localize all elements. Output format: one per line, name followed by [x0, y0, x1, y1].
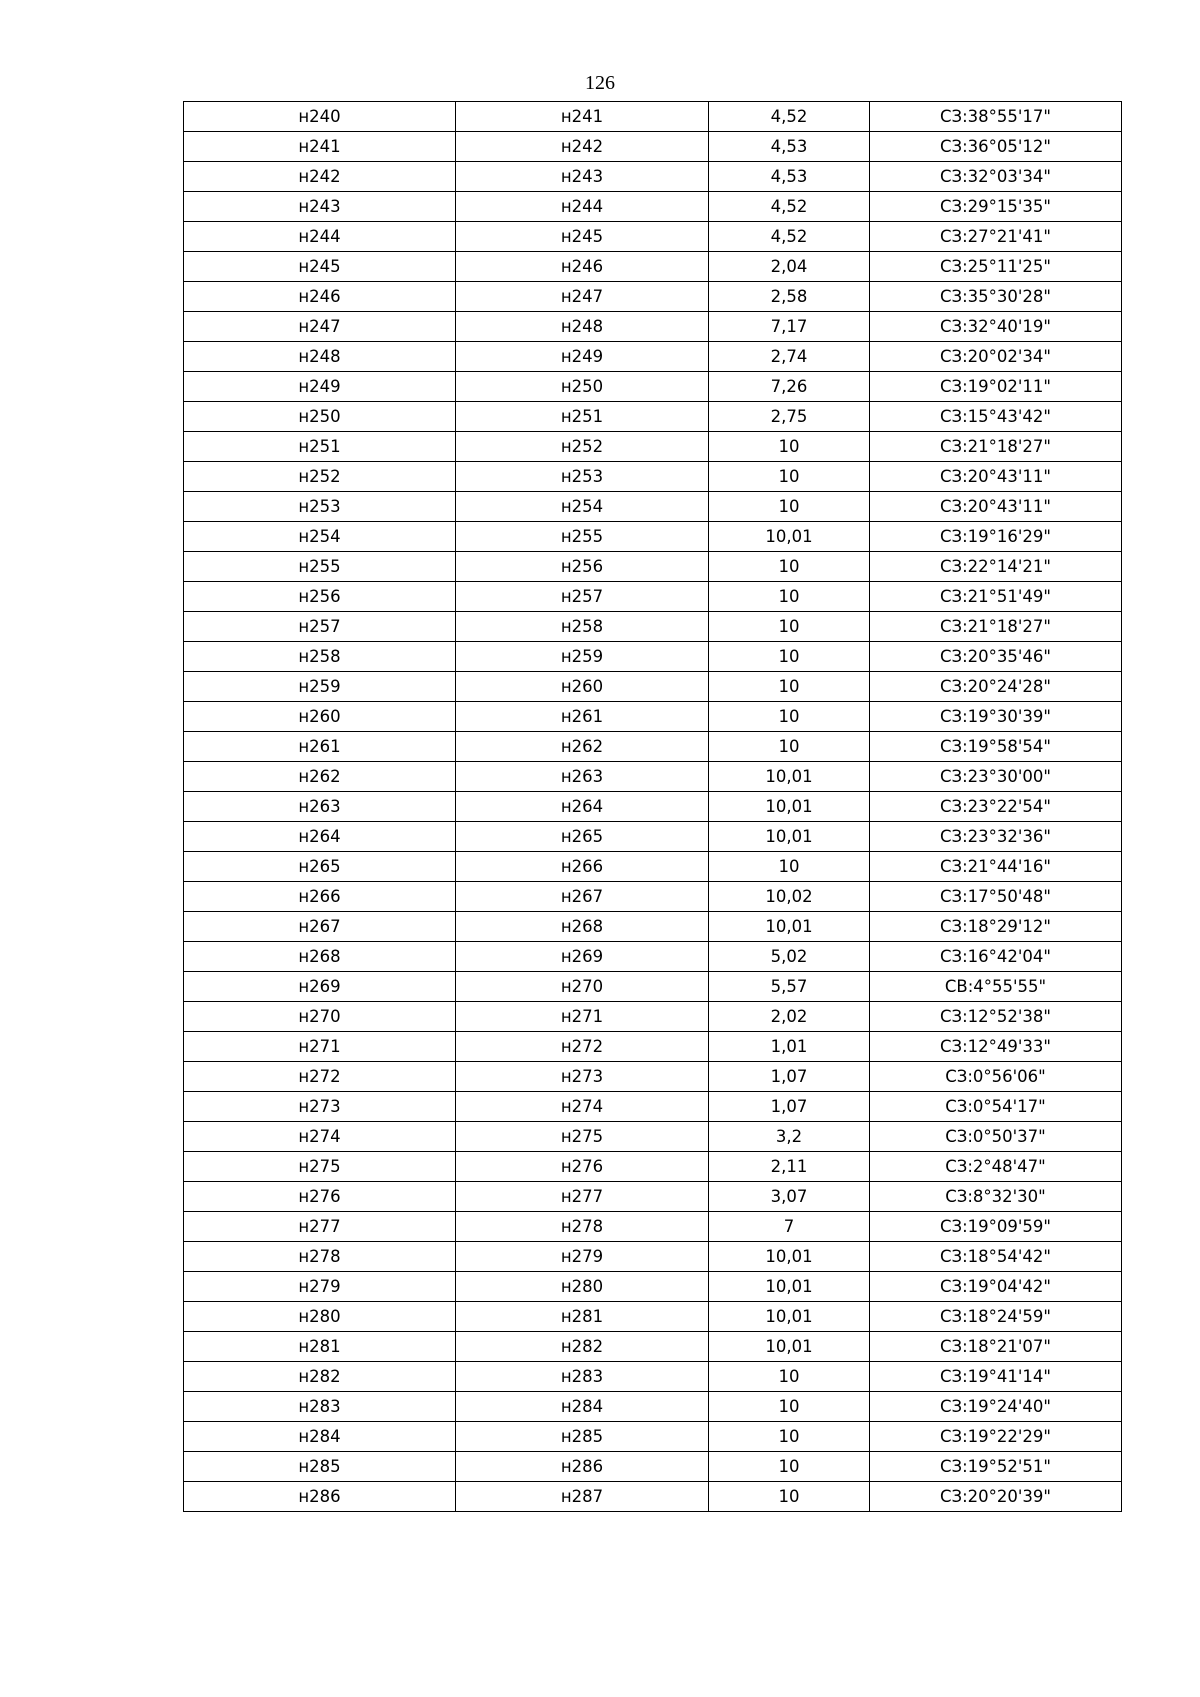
end-point-cell: н245: [456, 222, 709, 252]
start-point-cell: н254: [184, 522, 456, 552]
distance-cell: 7: [709, 1212, 870, 1242]
table-row: [184, 462, 1122, 492]
distance-cell: 10,01: [709, 912, 870, 942]
table-row: [184, 672, 1122, 702]
table-row: [184, 972, 1122, 1002]
start-point-cell: н278: [184, 1242, 456, 1272]
distance-cell: 4,52: [709, 192, 870, 222]
bearing-cell: СЗ:2°48'47": [870, 1152, 1122, 1182]
table-row: [184, 492, 1122, 522]
bearing-cell: СЗ:19°16'29": [870, 522, 1122, 552]
distance-cell: 5,57: [709, 972, 870, 1002]
end-point-cell: н281: [456, 1302, 709, 1332]
table-row: [184, 642, 1122, 672]
page-number: 126: [585, 72, 615, 94]
bearing-cell: СЗ:21°44'16": [870, 852, 1122, 882]
start-point-cell: н272: [184, 1062, 456, 1092]
start-point-cell: н280: [184, 1302, 456, 1332]
bearing-cell: СЗ:22°14'21": [870, 552, 1122, 582]
bearing-cell: СЗ:0°50'37": [870, 1122, 1122, 1152]
distance-cell: 10: [709, 672, 870, 702]
distance-cell: 10: [709, 612, 870, 642]
bearing-cell: СЗ:19°41'14": [870, 1362, 1122, 1392]
start-point-cell: н261: [184, 732, 456, 762]
bearing-cell: СЗ:23°22'54": [870, 792, 1122, 822]
bearing-cell: СЗ:20°02'34": [870, 342, 1122, 372]
table-row: [184, 372, 1122, 402]
table-row: [184, 1062, 1122, 1092]
bearing-cell: СЗ:18°24'59": [870, 1302, 1122, 1332]
distance-cell: 1,01: [709, 1032, 870, 1062]
table-row: [184, 192, 1122, 222]
distance-cell: 10: [709, 432, 870, 462]
start-point-cell: н246: [184, 282, 456, 312]
start-point-cell: н279: [184, 1272, 456, 1302]
start-point-cell: н262: [184, 762, 456, 792]
end-point-cell: н243: [456, 162, 709, 192]
table-body: [184, 102, 1122, 1512]
table-row: [184, 1362, 1122, 1392]
table-row: [184, 1182, 1122, 1212]
bearing-cell: СЗ:16°42'04": [870, 942, 1122, 972]
bearing-cell: СЗ:12°52'38": [870, 1002, 1122, 1032]
table-row: [184, 1122, 1122, 1152]
end-point-cell: н274: [456, 1092, 709, 1122]
start-point-cell: н258: [184, 642, 456, 672]
end-point-cell: н260: [456, 672, 709, 702]
table-row: [184, 792, 1122, 822]
bearing-cell: СЗ:19°04'42": [870, 1272, 1122, 1302]
distance-cell: 2,75: [709, 402, 870, 432]
start-point-cell: н267: [184, 912, 456, 942]
distance-cell: 10,01: [709, 522, 870, 552]
bearing-cell: СЗ:20°43'11": [870, 462, 1122, 492]
distance-cell: 2,58: [709, 282, 870, 312]
table-row: [184, 282, 1122, 312]
table-row: [184, 1332, 1122, 1362]
table-row: [184, 402, 1122, 432]
table-row: [184, 1272, 1122, 1302]
table-row: [184, 822, 1122, 852]
table-row: [184, 132, 1122, 162]
end-point-cell: н265: [456, 822, 709, 852]
end-point-cell: н257: [456, 582, 709, 612]
distance-cell: 10: [709, 552, 870, 582]
bearing-cell: СЗ:17°50'48": [870, 882, 1122, 912]
end-point-cell: н279: [456, 1242, 709, 1272]
end-point-cell: н262: [456, 732, 709, 762]
start-point-cell: н255: [184, 552, 456, 582]
start-point-cell: н266: [184, 882, 456, 912]
distance-cell: 10: [709, 582, 870, 612]
bearing-cell: СЗ:19°52'51": [870, 1452, 1122, 1482]
start-point-cell: н286: [184, 1482, 456, 1512]
end-point-cell: н255: [456, 522, 709, 552]
distance-cell: 10,01: [709, 1302, 870, 1332]
bearing-cell: СЗ:29°15'35": [870, 192, 1122, 222]
start-point-cell: н276: [184, 1182, 456, 1212]
bearing-cell: СЗ:21°18'27": [870, 612, 1122, 642]
distance-cell: 5,02: [709, 942, 870, 972]
table-row: [184, 942, 1122, 972]
table-row: [184, 1092, 1122, 1122]
distance-cell: 10: [709, 492, 870, 522]
distance-cell: 10: [709, 462, 870, 492]
distance-cell: 10: [709, 1392, 870, 1422]
end-point-cell: н261: [456, 702, 709, 732]
table-row: [184, 1302, 1122, 1332]
end-point-cell: н244: [456, 192, 709, 222]
start-point-cell: н268: [184, 942, 456, 972]
bearing-cell: СЗ:12°49'33": [870, 1032, 1122, 1062]
table-row: [184, 1392, 1122, 1422]
bearing-cell: СЗ:19°24'40": [870, 1392, 1122, 1422]
distance-cell: 4,53: [709, 162, 870, 192]
start-point-cell: н252: [184, 462, 456, 492]
end-point-cell: н250: [456, 372, 709, 402]
table-row: [184, 1422, 1122, 1452]
end-point-cell: н246: [456, 252, 709, 282]
bearing-cell: СЗ:19°30'39": [870, 702, 1122, 732]
bearing-cell: СЗ:27°21'41": [870, 222, 1122, 252]
distance-cell: 10: [709, 1362, 870, 1392]
bearing-cell: СЗ:18°54'42": [870, 1242, 1122, 1272]
end-point-cell: н270: [456, 972, 709, 1002]
distance-cell: 3,07: [709, 1182, 870, 1212]
bearing-cell: СВ:4°55'55": [870, 972, 1122, 1002]
end-point-cell: н269: [456, 942, 709, 972]
start-point-cell: н264: [184, 822, 456, 852]
distance-cell: 10: [709, 702, 870, 732]
bearing-cell: СЗ:23°32'36": [870, 822, 1122, 852]
table-row: [184, 342, 1122, 372]
distance-cell: 4,52: [709, 102, 870, 132]
end-point-cell: н252: [456, 432, 709, 462]
table-row: [184, 882, 1122, 912]
start-point-cell: н248: [184, 342, 456, 372]
table-row: [184, 1212, 1122, 1242]
distance-cell: 10,01: [709, 1332, 870, 1362]
start-point-cell: н263: [184, 792, 456, 822]
bearing-cell: СЗ:38°55'17": [870, 102, 1122, 132]
distance-cell: 10: [709, 852, 870, 882]
start-point-cell: н274: [184, 1122, 456, 1152]
bearing-cell: СЗ:18°21'07": [870, 1332, 1122, 1362]
start-point-cell: н285: [184, 1452, 456, 1482]
distance-cell: 2,04: [709, 252, 870, 282]
bearing-cell: СЗ:0°56'06": [870, 1062, 1122, 1092]
start-point-cell: н259: [184, 672, 456, 702]
bearing-cell: СЗ:35°30'28": [870, 282, 1122, 312]
end-point-cell: н282: [456, 1332, 709, 1362]
bearing-cell: СЗ:19°09'59": [870, 1212, 1122, 1242]
end-point-cell: н251: [456, 402, 709, 432]
start-point-cell: н250: [184, 402, 456, 432]
start-point-cell: н243: [184, 192, 456, 222]
distance-cell: 10: [709, 1422, 870, 1452]
bearing-cell: СЗ:19°22'29": [870, 1422, 1122, 1452]
end-point-cell: н256: [456, 552, 709, 582]
distance-cell: 10: [709, 732, 870, 762]
distance-cell: 10: [709, 1452, 870, 1482]
bearing-cell: СЗ:20°20'39": [870, 1482, 1122, 1512]
start-point-cell: н241: [184, 132, 456, 162]
table-row: [184, 612, 1122, 642]
distance-cell: 1,07: [709, 1092, 870, 1122]
start-point-cell: н256: [184, 582, 456, 612]
distance-cell: 10,01: [709, 1272, 870, 1302]
table-row: [184, 732, 1122, 762]
end-point-cell: н271: [456, 1002, 709, 1032]
end-point-cell: н253: [456, 462, 709, 492]
table-row: [184, 312, 1122, 342]
distance-cell: 1,07: [709, 1062, 870, 1092]
end-point-cell: н254: [456, 492, 709, 522]
end-point-cell: н241: [456, 102, 709, 132]
start-point-cell: н284: [184, 1422, 456, 1452]
end-point-cell: н275: [456, 1122, 709, 1152]
start-point-cell: н242: [184, 162, 456, 192]
bearing-cell: СЗ:19°58'54": [870, 732, 1122, 762]
bearing-cell: СЗ:21°51'49": [870, 582, 1122, 612]
bearing-cell: СЗ:8°32'30": [870, 1182, 1122, 1212]
end-point-cell: н276: [456, 1152, 709, 1182]
start-point-cell: н245: [184, 252, 456, 282]
distance-cell: 4,53: [709, 132, 870, 162]
end-point-cell: н285: [456, 1422, 709, 1452]
start-point-cell: н269: [184, 972, 456, 1002]
bearing-cell: СЗ:0°54'17": [870, 1092, 1122, 1122]
end-point-cell: н249: [456, 342, 709, 372]
start-point-cell: н273: [184, 1092, 456, 1122]
table-row: [184, 252, 1122, 282]
end-point-cell: н267: [456, 882, 709, 912]
boundary-segments-table: [183, 101, 1122, 1512]
start-point-cell: н277: [184, 1212, 456, 1242]
start-point-cell: н281: [184, 1332, 456, 1362]
bearing-cell: СЗ:18°29'12": [870, 912, 1122, 942]
end-point-cell: н284: [456, 1392, 709, 1422]
start-point-cell: н251: [184, 432, 456, 462]
distance-cell: 10,01: [709, 792, 870, 822]
table-row: [184, 762, 1122, 792]
end-point-cell: н287: [456, 1482, 709, 1512]
start-point-cell: н271: [184, 1032, 456, 1062]
end-point-cell: н280: [456, 1272, 709, 1302]
end-point-cell: н283: [456, 1362, 709, 1392]
end-point-cell: н263: [456, 762, 709, 792]
bearing-cell: СЗ:21°18'27": [870, 432, 1122, 462]
table-row: [184, 432, 1122, 462]
end-point-cell: н247: [456, 282, 709, 312]
distance-cell: 3,2: [709, 1122, 870, 1152]
distance-cell: 2,11: [709, 1152, 870, 1182]
start-point-cell: н240: [184, 102, 456, 132]
distance-cell: 10: [709, 642, 870, 672]
end-point-cell: н286: [456, 1452, 709, 1482]
table-row: [184, 162, 1122, 192]
table-row: [184, 1002, 1122, 1032]
end-point-cell: н272: [456, 1032, 709, 1062]
distance-cell: 10,02: [709, 882, 870, 912]
bearing-cell: СЗ:32°03'34": [870, 162, 1122, 192]
table-row: [184, 1242, 1122, 1272]
table-row: [184, 582, 1122, 612]
end-point-cell: н277: [456, 1182, 709, 1212]
table-row: [184, 552, 1122, 582]
end-point-cell: н242: [456, 132, 709, 162]
table-row: [184, 522, 1122, 552]
bearing-cell: СЗ:36°05'12": [870, 132, 1122, 162]
table-row: [184, 1482, 1122, 1512]
start-point-cell: н275: [184, 1152, 456, 1182]
start-point-cell: н244: [184, 222, 456, 252]
distance-cell: 10,01: [709, 822, 870, 852]
bearing-cell: СЗ:20°35'46": [870, 642, 1122, 672]
end-point-cell: н268: [456, 912, 709, 942]
end-point-cell: н266: [456, 852, 709, 882]
table-row: [184, 702, 1122, 732]
end-point-cell: н259: [456, 642, 709, 672]
bearing-cell: СЗ:25°11'25": [870, 252, 1122, 282]
distance-cell: 7,17: [709, 312, 870, 342]
table-row: [184, 1452, 1122, 1482]
table-row: [184, 852, 1122, 882]
start-point-cell: н283: [184, 1392, 456, 1422]
distance-cell: 10,01: [709, 1242, 870, 1272]
distance-cell: 2,02: [709, 1002, 870, 1032]
start-point-cell: н260: [184, 702, 456, 732]
table-row: [184, 1032, 1122, 1062]
bearing-cell: СЗ:20°24'28": [870, 672, 1122, 702]
start-point-cell: н249: [184, 372, 456, 402]
bearing-cell: СЗ:20°43'11": [870, 492, 1122, 522]
distance-cell: 7,26: [709, 372, 870, 402]
table-row: [184, 912, 1122, 942]
distance-cell: 10: [709, 1482, 870, 1512]
start-point-cell: н257: [184, 612, 456, 642]
table-row: [184, 1152, 1122, 1182]
bearing-cell: СЗ:23°30'00": [870, 762, 1122, 792]
table-row: [184, 222, 1122, 252]
end-point-cell: н273: [456, 1062, 709, 1092]
distance-cell: 4,52: [709, 222, 870, 252]
start-point-cell: н282: [184, 1362, 456, 1392]
end-point-cell: н258: [456, 612, 709, 642]
distance-cell: 10,01: [709, 762, 870, 792]
start-point-cell: н253: [184, 492, 456, 522]
start-point-cell: н265: [184, 852, 456, 882]
end-point-cell: н248: [456, 312, 709, 342]
table-row: [184, 102, 1122, 132]
bearing-cell: СЗ:32°40'19": [870, 312, 1122, 342]
end-point-cell: н264: [456, 792, 709, 822]
bearing-cell: СЗ:15°43'42": [870, 402, 1122, 432]
start-point-cell: н270: [184, 1002, 456, 1032]
bearing-cell: СЗ:19°02'11": [870, 372, 1122, 402]
start-point-cell: н247: [184, 312, 456, 342]
distance-cell: 2,74: [709, 342, 870, 372]
end-point-cell: н278: [456, 1212, 709, 1242]
